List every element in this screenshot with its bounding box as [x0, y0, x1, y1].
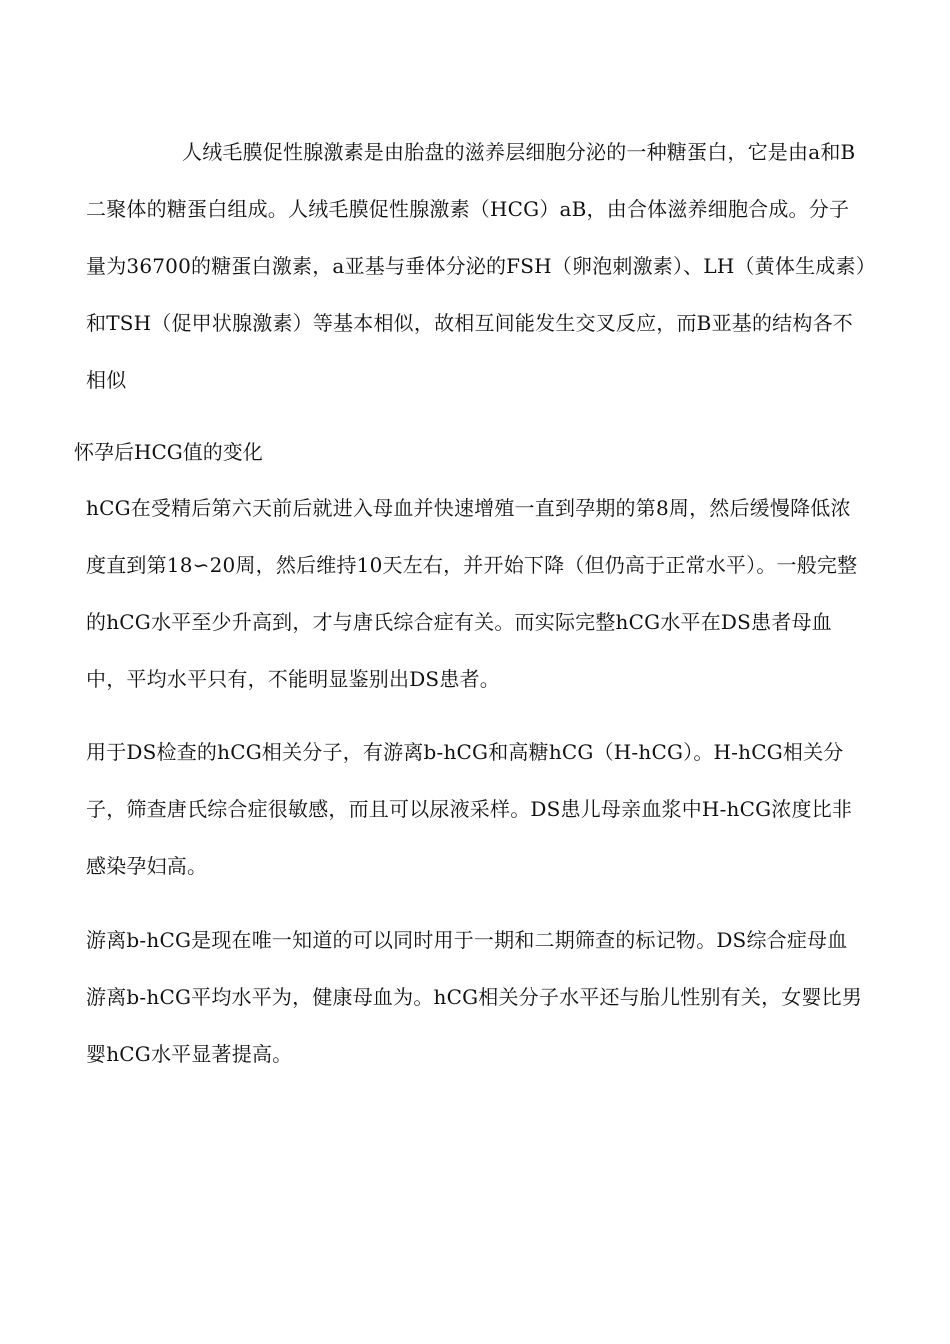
section-heading-hcg-change: 怀孕后HCG值的变化: [74, 440, 263, 464]
paragraph-ds-molecules: 用于DS检查的hCG相关分子，有游离b-hCG和高糖hCG（H-hCG）。H-hCG相关分子，筛查唐氏综合症很敏感，而且可以尿液采样。DS患儿母亲血浆中H-hCG浓度比非感染孕妇高。: [86, 740, 853, 878]
paragraph-hcg-definition: 人绒毛膜促性腺激素是由胎盘的滋养层细胞分泌的一种糖蛋白，它是由a和B二聚体的糖蛋白组成。人绒毛膜促性腺激素（HCG）aB，由合体滋养细胞合成。分子量为36700的糖蛋白激素，a亚基与垂体分泌的FSH（卵泡刺激素）、LH（黄体生成素）和TSH（促甲状腺激素）等基本相似，故相互间能发生交叉反应，而B亚基的结构各不相似: [86, 140, 866, 392]
paragraph-hcg-timeline: hCG在受精后第六天前后就进入母血并快速增殖一直到孕期的第8周，然后缓慢降低浓度直到第18∽20周，然后维持10天左右，并开始下降（但仍高于正常水平）。一般完整的hCG水平至少升高到，才与唐氏综合症有关。而实际完整hCG水平在DS患者母血中，平均水平只有，不能明显鉴别出DS患者。: [86, 496, 858, 691]
paragraph-free-bhcg: 游离b-hCG是现在唯一知道的可以同时用于一期和二期筛查的标记物。DS综合症母血游离b-hCG平均水平为，健康母血为。hCG相关分子水平还与胎儿性别有关，女婴比男婴hCG水平显著提高。: [86, 928, 863, 1066]
